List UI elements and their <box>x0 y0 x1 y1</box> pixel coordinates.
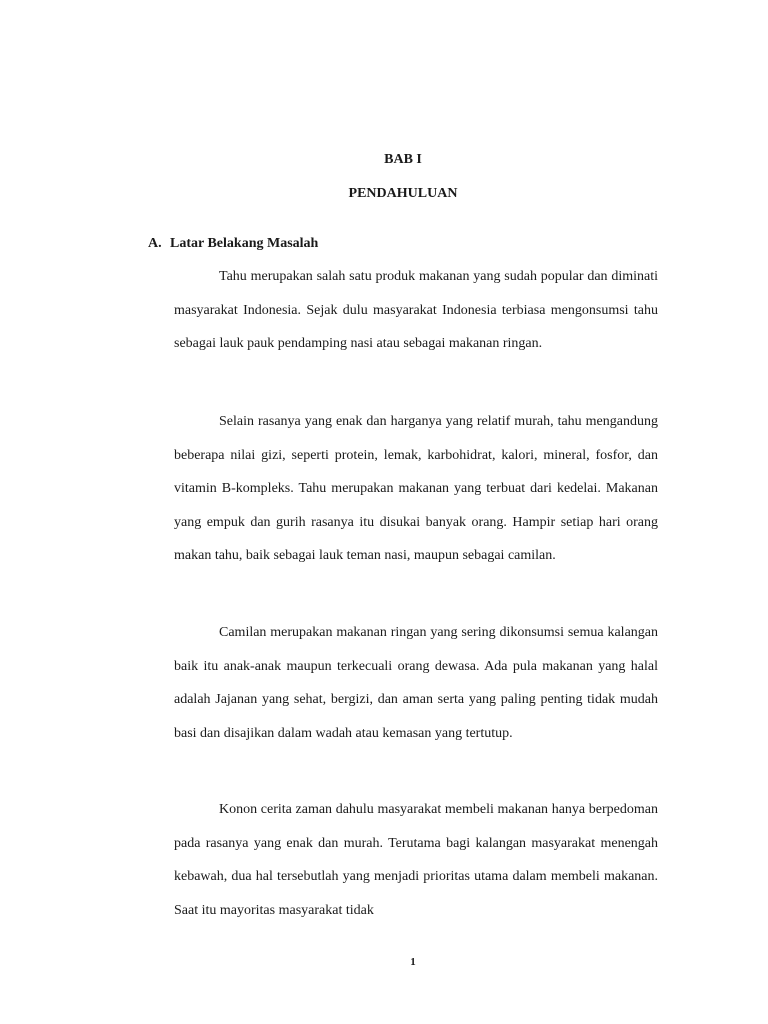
section-title: Latar Belakang Masalah <box>170 236 319 251</box>
section-letter: A. <box>148 236 162 251</box>
paragraph: Camilan merupakan makanan ringan yang sering dikonsumsi semua kalangan baik itu anak-anak maupun terkecuali orang dewasa. Ada pula makanan yang halal adalah Jajanan yang sehat, bergizi, dan aman serta yang paling penting tidak mudah basi dan disajikan dalam wadah atau kemasan yang tertutup. <box>174 625 658 741</box>
section-heading <box>148 236 318 252</box>
chapter-heading: BAB I <box>384 152 422 167</box>
paragraph: Tahu merupakan salah satu produk makanan yang sudah popular dan diminati masyarakat Indonesia. Sejak dulu masyarakat Indonesia terbiasa mengonsumsi tahu sebagai lauk pauk pendamping nasi atau sebagai makanan ringan. <box>174 269 658 351</box>
paragraph: Konon cerita zaman dahulu masyarakat membeli makanan hanya berpedoman pada rasanya yang enak dan murah. Terutama bagi kalangan masyarakat menengah kebawah, dua hal tersebutlah yang menjadi prioritas utama dalam membeli makanan. Saat itu mayoritas masyarakat tidak <box>174 802 658 918</box>
paragraph: Selain rasanya yang enak dan harganya yang relatif murah, tahu mengandung beberapa nilai gizi, seperti protein, lemak, karbohidrat, kalori, mineral, fosfor, dan vitamin B-kompleks. Tahu merupakan makanan yang terbuat dari kedelai. Makanan yang empuk dan gurih rasanya itu disukai banyak orang. Hampir setiap hari orang makan tahu, baik sebagai lauk teman nasi, maupun sebagai camilan. <box>174 414 658 563</box>
page-number: 1 <box>410 956 416 968</box>
chapter-title: PENDAHULUAN <box>348 186 458 201</box>
